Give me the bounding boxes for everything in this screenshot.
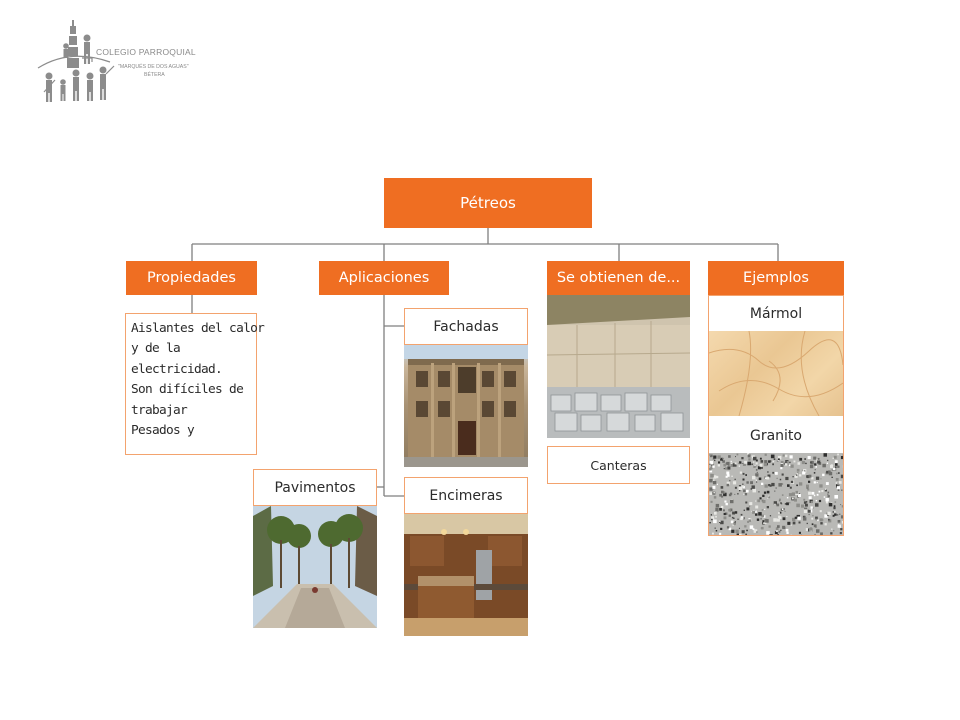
logo-school-town: BÉTERA <box>144 72 165 78</box>
aplicacion-pavimentos-label: Pavimentos <box>253 469 377 506</box>
logo-school-subtitle: "MARQUÉS DE DOS AGUAS" <box>118 64 189 70</box>
branch-propiedades: Propiedades <box>126 261 257 295</box>
aplicacion-encimeras-label: Encimeras <box>404 477 528 514</box>
ejemplo-granito-label: Granito <box>749 427 802 444</box>
propiedades-line: trabajar <box>131 402 188 418</box>
fachada-photo <box>404 345 528 467</box>
ejemplo-marmol-label: Mármol <box>749 305 803 322</box>
marmol-texture <box>709 331 843 416</box>
pavimento-photo <box>253 506 377 628</box>
encimera-photo <box>404 514 528 636</box>
propiedades-line: Son difíciles de <box>131 382 244 398</box>
granito-texture <box>709 453 843 535</box>
propiedades-text-box <box>125 313 265 455</box>
aplicacion-fachadas-label: Fachadas <box>404 308 528 345</box>
obtienen-canteras-label: Canteras <box>547 446 690 484</box>
propiedades-line: y de la <box>131 341 181 357</box>
branch-aplicaciones: Aplicaciones <box>319 261 449 295</box>
propiedades-line: electricidad. <box>131 361 223 377</box>
propiedades-line: Aislantes del calor <box>131 321 265 336</box>
propiedades-line: Pesados y <box>131 423 195 439</box>
cantera-photo <box>547 295 690 438</box>
branch-obtienen: Se obtienen de... <box>547 261 690 295</box>
branch-ejemplos: Ejemplos <box>708 261 844 295</box>
school-logo <box>30 18 200 108</box>
logo-school-name: COLEGIO PARROQUIAL <box>96 47 196 57</box>
root-node-petreos: Pétreos <box>384 178 592 228</box>
